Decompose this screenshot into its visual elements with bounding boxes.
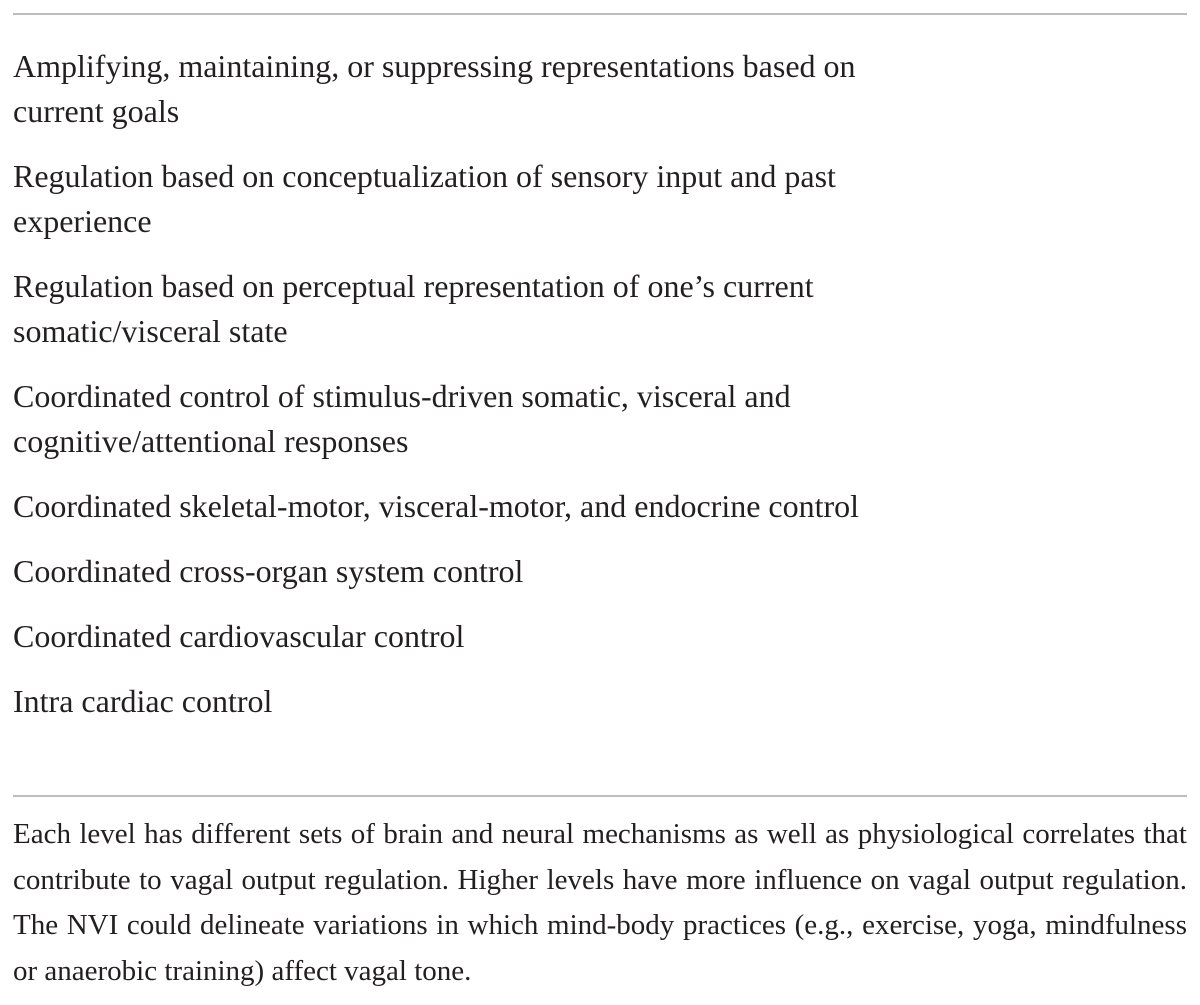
table-footnote: Each level has different sets of brain and neural mechanisms as well as physiological correlates that contribute to vagal output regulation. Higher levels have more influence on vagal output regulation. The NVI could delineate variations in which mind-body practices (e.g., exercise, yoga, mindfulness or anaerobic training) affect vagal tone.: [13, 818, 1187, 987]
table-body: [13, 44, 933, 744]
table-row: Regulation based on conceptualization of sensory input and past experience: [13, 158, 836, 239]
table-row: Coordinated skeletal-motor, visceral-motor, and endocrine control: [13, 488, 860, 524]
table-row: Amplifying, maintaining, or suppressing representations based on current goals: [13, 48, 856, 129]
table-row: Coordinated cardiovascular control: [13, 618, 465, 654]
table-top-rule: [13, 13, 1187, 15]
table-row: Intra cardiac control: [13, 683, 273, 719]
table-row: Regulation based on perceptual representation of one’s current somatic/visceral state: [13, 268, 814, 349]
table-bottom-rule: [13, 795, 1187, 797]
table-row: Coordinated control of stimulus-driven somatic, visceral and cognitive/attentional responses: [13, 378, 791, 459]
table-row: Coordinated cross-organ system control: [13, 553, 524, 589]
